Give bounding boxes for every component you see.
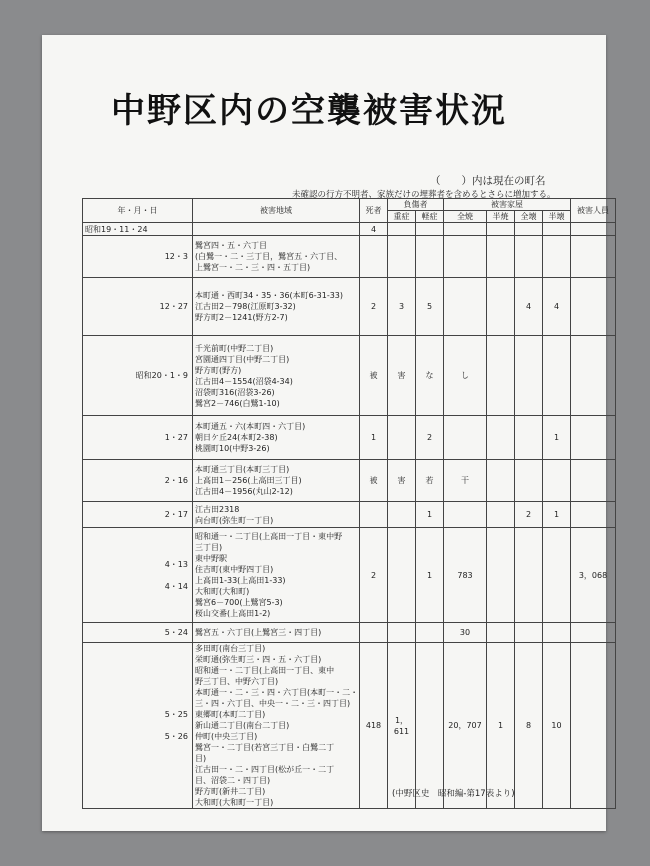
victims-cell [571,336,616,416]
dead-cell: 2 [360,528,388,623]
half-burn-cell [487,623,515,643]
table-row [83,623,616,643]
full-burn-cell [444,236,487,278]
dead-cell: 被 [360,460,388,502]
header-date: 年・月・日 [83,199,193,223]
area-cell [193,236,360,278]
full-destroy-cell [515,623,543,643]
page-title: 中野区内の空襲被害状況 [111,91,507,131]
minor-cell: な [416,336,444,416]
half-burn-cell [487,416,515,460]
area-line: 上高田1-33(上高田1-33) [195,576,286,585]
full-burn-cell [444,278,487,336]
area-line: 桜山交番(上高田1-2) [195,609,271,618]
serious-cell [388,223,416,236]
table-row [83,502,616,528]
full-burn-cell [444,502,487,528]
area-line: 宮園通四丁目(中野二丁目) [195,354,290,364]
area-line: 大和町(大和町) [195,587,250,596]
full-destroy-cell [515,236,543,278]
table-row [83,460,616,502]
victims-cell [571,416,616,460]
header-area: 被害地域 [193,199,360,223]
area-line: 江古田2－798(江原町3-32) [195,302,296,311]
minor-cell: 5 [416,278,444,336]
area-line: 目、沼袋二・四丁目) [195,776,271,785]
area-line: 鷺宮四・五・六丁目 [195,241,267,250]
area-line: 桃園町10(中野3-26) [195,444,270,453]
header-houses: 被害家屋 [444,199,571,211]
area-line: 昭和通一・二丁目(上高田一丁目・東中野 [195,532,343,541]
half-burn-cell [487,460,515,502]
area-line: 仲町(中央三丁目) [195,732,258,741]
area-cell [193,223,360,236]
area-cell [193,278,360,336]
full-destroy-cell [515,528,543,623]
area-line: 本町通三丁目(本町三丁目) [195,465,290,474]
full-burn-cell: 20，707 [444,643,487,809]
serious-cell: 3 [388,278,416,336]
full-destroy-cell [515,336,543,416]
half-destroy-cell [543,528,571,623]
half-destroy-cell: 1 [543,416,571,460]
area-line: 江古田4－1554(沼袋4-34) [195,376,293,386]
full-destroy-cell: 8 [515,643,543,809]
half-burn-cell: 1 [487,643,515,809]
area-line: 沼袋町316(沼袋3-26) [195,387,275,397]
note-parenthesis: （ ）内は現在の町名 [430,175,546,187]
area-cell [193,336,360,416]
area-line: 三丁目) [195,543,223,552]
area-cell [193,528,360,623]
dead-cell: 418 [360,643,388,809]
dead-cell: 2 [360,278,388,336]
dead-cell [360,623,388,643]
full-destroy-cell: 4 [515,278,543,336]
full-burn-cell: 783 [444,528,487,623]
date-cell: 1・27 [83,416,193,460]
serious-cell: 1，611 [388,643,416,809]
victims-cell [571,223,616,236]
date-cell: 昭和19・11・24 [83,223,193,236]
area-line: 野方町(野方) [195,365,242,375]
area-line: 朝日ケ丘24(本町2-38) [195,433,278,442]
minor-cell: 2 [416,416,444,460]
full-burn-cell [444,223,487,236]
table-row [83,236,616,278]
dead-cell [360,502,388,528]
table-row [83,278,616,336]
victims-cell [571,623,616,643]
full-burn-cell: 30 [444,623,487,643]
minor-cell [416,623,444,643]
date-cell: 5・25 5・26 [83,643,193,809]
minor-cell [416,236,444,278]
table-row [83,528,616,623]
dead-cell: 被 [360,336,388,416]
document-sheet [42,35,609,831]
area-cell [193,416,360,460]
area-line: 鷺宮2－746(白鷺1-10) [195,398,280,408]
date-cell: 2・17 [83,502,193,528]
header-full-burn: 全焼 [444,211,487,223]
area-line: 上鷺宮一・二・三・四・五丁目) [195,263,311,272]
half-destroy-cell [543,623,571,643]
header-minor: 軽症 [416,211,444,223]
header-serious: 重症 [388,211,416,223]
table-row [83,223,616,236]
area-line: 江古田2318 [195,504,240,514]
half-destroy-cell [543,236,571,278]
full-destroy-cell [515,460,543,502]
date-cell: 12・3 [83,236,193,278]
half-destroy-cell: 1 [543,502,571,528]
serious-cell: 害 [388,460,416,502]
half-burn-cell [487,236,515,278]
area-cell [193,623,360,643]
half-destroy-cell [543,223,571,236]
area-line: 野方町2－1241(野方2-7) [195,313,288,322]
area-line: 住吉町(東中野四丁目) [195,565,274,574]
serious-cell: 害 [388,336,416,416]
serious-cell [388,502,416,528]
area-line: 大和町(大和町一丁目) [195,798,274,807]
area-line: 本町通一・二・三・四・六丁目(本町一・二・ [195,688,359,697]
half-destroy-cell: 10 [543,643,571,809]
victims-cell [571,460,616,502]
area-line: 野方町(新井二丁目) [195,787,266,796]
half-destroy-cell [543,460,571,502]
full-burn-cell: 干 [444,460,487,502]
area-cell [193,460,360,502]
full-burn-cell: し [444,336,487,416]
header-dead: 死者 [360,199,388,223]
header-injured: 負傷者 [388,199,444,211]
table-row [83,416,616,460]
date-cell: 昭和20・1・9 [83,336,193,416]
victims-cell [571,278,616,336]
dead-cell [360,236,388,278]
date-cell: 2・16 [83,460,193,502]
full-destroy-cell [515,416,543,460]
area-line: 新山通二丁目(南台二丁目) [195,721,290,730]
area-line: 本町通・西町34・35・36(本町6-31-33) [195,291,344,300]
area-line: 三・四・六丁目、中央一・二・三・四丁目) [195,699,351,708]
source-citation: (中野区史 昭和編-第17表より) [392,789,515,799]
half-destroy-cell [543,336,571,416]
full-destroy-cell: 2 [515,502,543,528]
header-victims: 被害人員 [571,199,616,223]
serious-cell [388,623,416,643]
victims-cell [571,643,616,809]
date-cell: 5・24 [83,623,193,643]
half-burn-cell [487,502,515,528]
area-cell [193,643,360,809]
victims-cell: 3，068 [571,528,616,623]
table-body [83,223,616,809]
minor-cell: 1 [416,528,444,623]
damage-table [82,198,616,809]
half-burn-cell [487,223,515,236]
header-half-burn: 半焼 [487,211,515,223]
serious-cell [388,236,416,278]
area-line: 上高田1－256(上高田三丁目) [195,476,302,485]
half-destroy-cell: 4 [543,278,571,336]
area-line: 鷺宮6－700(上鷺宮5-3) [195,598,283,607]
area-line: 昭和通一・二丁目(上高田一丁目、東中 [195,666,335,675]
area-line: 野三丁目、中野六丁目) [195,677,279,686]
area-line: 江古田一・二・四丁目(松が丘一・二丁 [195,765,335,774]
area-line: 千光前町(中野二丁目) [195,343,274,353]
date-cell: 12・27 [83,278,193,336]
half-burn-cell [487,336,515,416]
victims-cell [571,236,616,278]
area-line: 江古田4－1956(丸山2-12) [195,487,293,496]
full-destroy-cell [515,223,543,236]
area-line: 向台町(弥生町一丁目) [195,515,274,525]
full-burn-cell [444,416,487,460]
date-cell: 4・13 4・14 [83,528,193,623]
minor-cell: 1 [416,502,444,528]
area-line: 東中野駅 [195,554,227,563]
victims-cell [571,502,616,528]
area-cell [193,502,360,528]
serious-cell [388,528,416,623]
area-line: (白鷺一・二・三丁目，鷺宮五・六丁目、 [195,252,343,261]
dead-cell: 1 [360,416,388,460]
minor-cell: 若 [416,460,444,502]
serious-cell [388,416,416,460]
area-line: 鷺宮一・二丁目(若宮三丁目・白鷺二丁 [195,743,335,752]
dead-cell: 4 [360,223,388,236]
area-line: 栄町通(弥生町三・四・五・六丁目) [195,655,322,664]
minor-cell [416,223,444,236]
header-half-destroy: 半壊 [543,211,571,223]
header-full-destroy: 全壊 [515,211,543,223]
area-line: 東郷町(本町二丁目) [195,710,266,719]
note-unknown: 未確認の行方不明者、家族だけの埋葬者を含めるとさらに増加する。 [292,190,556,200]
area-line: 鷺宮五・六丁目(上鷺宮三・四丁目) [195,628,322,637]
minor-cell [416,643,444,809]
table-row [83,643,616,809]
area-line: 多田町(南台三丁目) [195,644,266,653]
table-row [83,336,616,416]
half-burn-cell [487,528,515,623]
area-line: 目) [195,754,207,763]
area-line: 本町通五・六(本町四・六丁目) [195,422,306,431]
half-burn-cell [487,278,515,336]
